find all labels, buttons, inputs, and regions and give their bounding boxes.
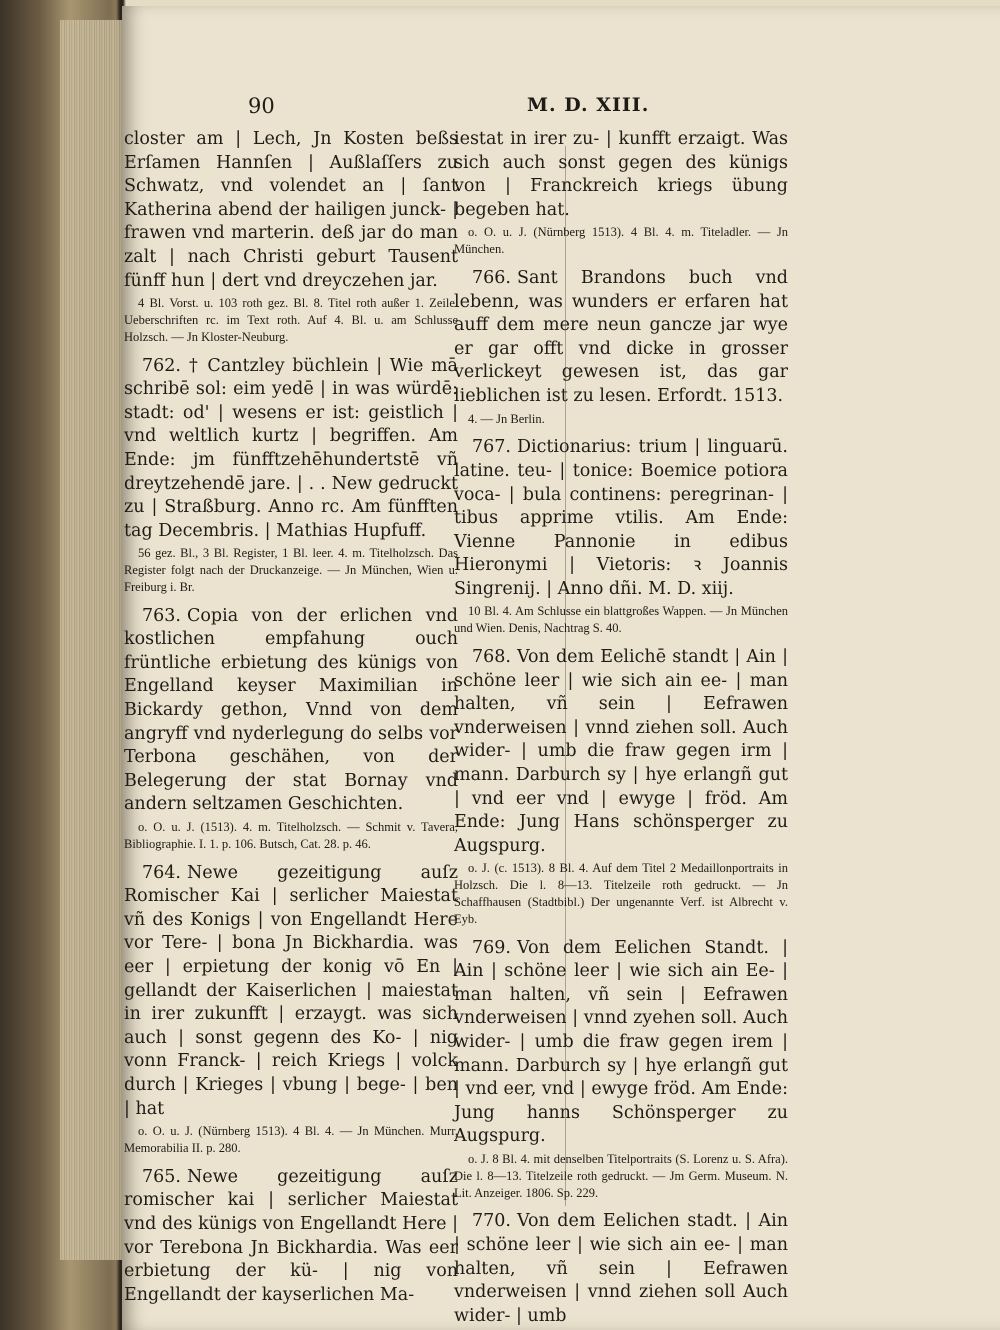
entry-bibliographic-note: 4. — Jn Berlin. (468, 411, 545, 426)
stacked-page-edges (60, 20, 122, 1260)
catalog-entry-continuation (454, 128, 788, 258)
entry-text (454, 1210, 788, 1328)
entry-text (454, 128, 788, 222)
entry-number: 768. (472, 647, 511, 668)
entry-body: Newe gezeitigung auſz Romischer Kai | serlicher Maiestat vñ des Konigs | von Engellandt Here vor Tere- | bona Jn Bickhardia. was eer | erpietung der konig vō En | gellandt der Kaiserlichen | maiestat in irer zukunfft | erzaygt. was sich auch | sonst gegenn des Ko- | nig vonn Franck- | reich Kriegs | volck durch | Krieges | vbung | bege- | ben | hat (124, 862, 458, 1119)
entry-number: 763. (142, 605, 181, 626)
entry-number: 765. (142, 1166, 181, 1187)
entry-body: Copia von der erlichen vnd kostlichen empfahung ouch früntliche erbietung des künigs von Engelland keyser Maximilian in Bickardy gethon, Vnnd von dem angryff vnd nyderlegung do selbs vor Terbona geschähen, von der Belegerung der stat Bornay vnd andern seltzamen Geschichten. (124, 605, 458, 815)
entry-bibliographic-note: o. J. 8 Bl. 4. mit denselben Titelportraits (S. Lorenz u. S. Afra). Die l. 8—13. Titelzeile roth gedruckt. — Jm Germ. Museum. N. Lit. Anzeiger. 1806. Sp. 229. (454, 1151, 788, 1200)
entry-text (124, 605, 458, 817)
entry-body: Sant Brandons buch vnd lebenn, was wunders er erfaren hat auff dem mere neun gancze jar wye er gar offt vnd dicke in grosser verlickeyt gewesen ist, das gar lieblichen ist zu lesen. Erfordt. 1513. (454, 267, 788, 406)
catalog-entry-768 (454, 646, 788, 928)
catalog-entry-continuation (124, 128, 458, 346)
entry-body: Von dem Eelichen Standt. | Ain | schöne leer | wie sich ain Ee- | man halten, vñ sein | Eefrawen vnderweisen | vnnd zyehen soll. Auch wider- | umb die fraw gegen irem | mann. Darburch sy | hye erlangñ gut | vnd eer, vnd | ewyge fröd. Am Ende: Jung hanns Schönsperger zu Augspurg. (454, 937, 788, 1147)
entry-text (124, 128, 458, 293)
catalog-entry-766 (454, 267, 788, 427)
entry-bibliographic-note: o. O. u. J. (1513). 4. m. Titelholzsch. — Schmit v. Tavera, Bibliographie. I. 1. p. 106. Butsch, Cat. 28. p. 46. (124, 820, 458, 851)
catalog-entry-765 (124, 1166, 458, 1308)
entry-text (124, 862, 458, 1122)
entry-bibliographic-note: o. O. u. J. (Nürnberg 1513). 4 Bl. 4. m. Titeladler. — Jn München. (454, 225, 788, 257)
entry-number: 767. (472, 437, 511, 458)
right-column (454, 128, 788, 1330)
entry-text (454, 267, 788, 409)
catalog-entry-762 (124, 355, 458, 596)
catalog-entry-770 (454, 1210, 788, 1328)
entry-body: Newe gezeitigung auſz romischer kai | serlicher Maiestat vnd des künigs von Engellandt Here | vor Terebona Jn Bickhardia. Was eer erbietung der kü- | nig von Engellandt der kayserlichen Ma- (124, 1166, 458, 1305)
entry-number: 769. (472, 937, 511, 958)
running-head: M. D. XIII. (527, 94, 650, 116)
entry-text (454, 646, 788, 858)
entry-text (454, 436, 788, 601)
entry-number: 762. (142, 355, 181, 376)
entry-number: 770. (472, 1211, 511, 1232)
entry-text (124, 1166, 458, 1308)
entry-bibliographic-note: 56 gez. Bl., 3 Bl. Register, 1 Bl. leer. 4. m. Titelholzsch. Das Register folgt nach der Druckanzeige. — Jn München, Wien u. Freiburg i. Br. (124, 546, 458, 594)
entry-text (454, 937, 788, 1149)
catalog-entry-764 (124, 862, 458, 1157)
entry-body: iestat in irer zu- | kunfft erzaigt. Was sich auch sonst gegen des künigs von | Franckreich kriegs übung begeben hat. (454, 129, 788, 220)
entry-body: Von dem Eelichen stadt. | Ain | schöne leer | wie sich ain ee- | man halten, vñ sein | Eefrawen vnderweisen | vnnd ziehen soll Auch wider- | umb (454, 1211, 788, 1326)
entry-bibliographic-note: 4 Bl. Vorst. u. 103 roth gez. Bl. 8. Titel roth außer 1. Zeile. Ueberschriften rc. im Text roth. Auf 4. Bl. u. am Schlusse Holzsch. — Jn Kloster-Neuburg. (124, 296, 458, 344)
entry-number: 766. (472, 267, 511, 288)
page-header (122, 94, 1000, 120)
entry-body: Von dem Eelichē standt | Ain | schöne leer | wie sich ain ee- | man halten, vñ sein | Eefrawen vnderweisen | vnnd ziehen soll. Auch wider- | umb die fraw gegen irm | mann. Darburch sy | hye erlangñ gut | vnd eer vnd | ewyge | fröd. Am Ende: Jung Hans schönsperger zu Augspurg. (454, 647, 788, 856)
entry-bibliographic-note: o. O. u. J. (Nürnberg 1513). 4 Bl. 4. — Jn München. Murr, Memorabilia II. p. 280. (124, 1124, 458, 1155)
entry-bibliographic-note: o. J. (c. 1513). 8 Bl. 4. Auf dem Titel 2 Medaillonportraits in Holzsch. Die l. 8—13. Titelzeile roth gedruckt. — Jn Schaffhausen (Stadtbibl.) Der ungenannte Verf. ist Albrecht v. Eyb. (454, 861, 788, 926)
entry-body: closter am | Lech, Jn Kosten beßs Erſamen Hannſen | Außlaſſers zu Schwatz, vnd volendet an | ſant Katherina abend der hailigen junck- | frawen vnd marterin. deß jar do man zalt | nach Christi geburt Tausent fünff hun | dert vnd dreyczehen jar. (124, 129, 458, 291)
entry-text (124, 355, 458, 544)
catalog-entry-769 (454, 937, 788, 1202)
catalog-entry-763 (124, 605, 458, 853)
page-number: 90 (248, 94, 275, 118)
catalog-entry-767 (454, 436, 788, 637)
entry-bibliographic-note: 10 Bl. 4. Am Schlusse ein blattgroßes Wappen. — Jn München und Wien. Denis, Nachtrag S. 40. (454, 604, 788, 636)
entry-body: Dictionarius: trium | linguarū. latine. teu- | tonice: Boemice potiora voca- | bula continens: peregrinan- | tibus apprime vtilis. Am Ende: Vienne Pannonie in edibus Hieronymi | Vietoris: ꝛ Joannis Singrenij. | Anno dñi. M. D. xiij. (454, 437, 788, 599)
entry-number: 764. (142, 862, 181, 883)
entry-body: † Cantzley büchlein | Wie mā schribē sol: eim yedē | in was würdē: stadt: od' | wesens er ist: geistlich | vnd weltlich kurtz | begriffen. Am Ende: jm fünfftzehēhundertstē vñ dreytzehendē jare. | . . New gedruckt zu | Straßburg. Anno rc. Am fünfften tag Decembris. | Mathias Hupfuff. (124, 355, 458, 541)
left-column (124, 128, 458, 1316)
